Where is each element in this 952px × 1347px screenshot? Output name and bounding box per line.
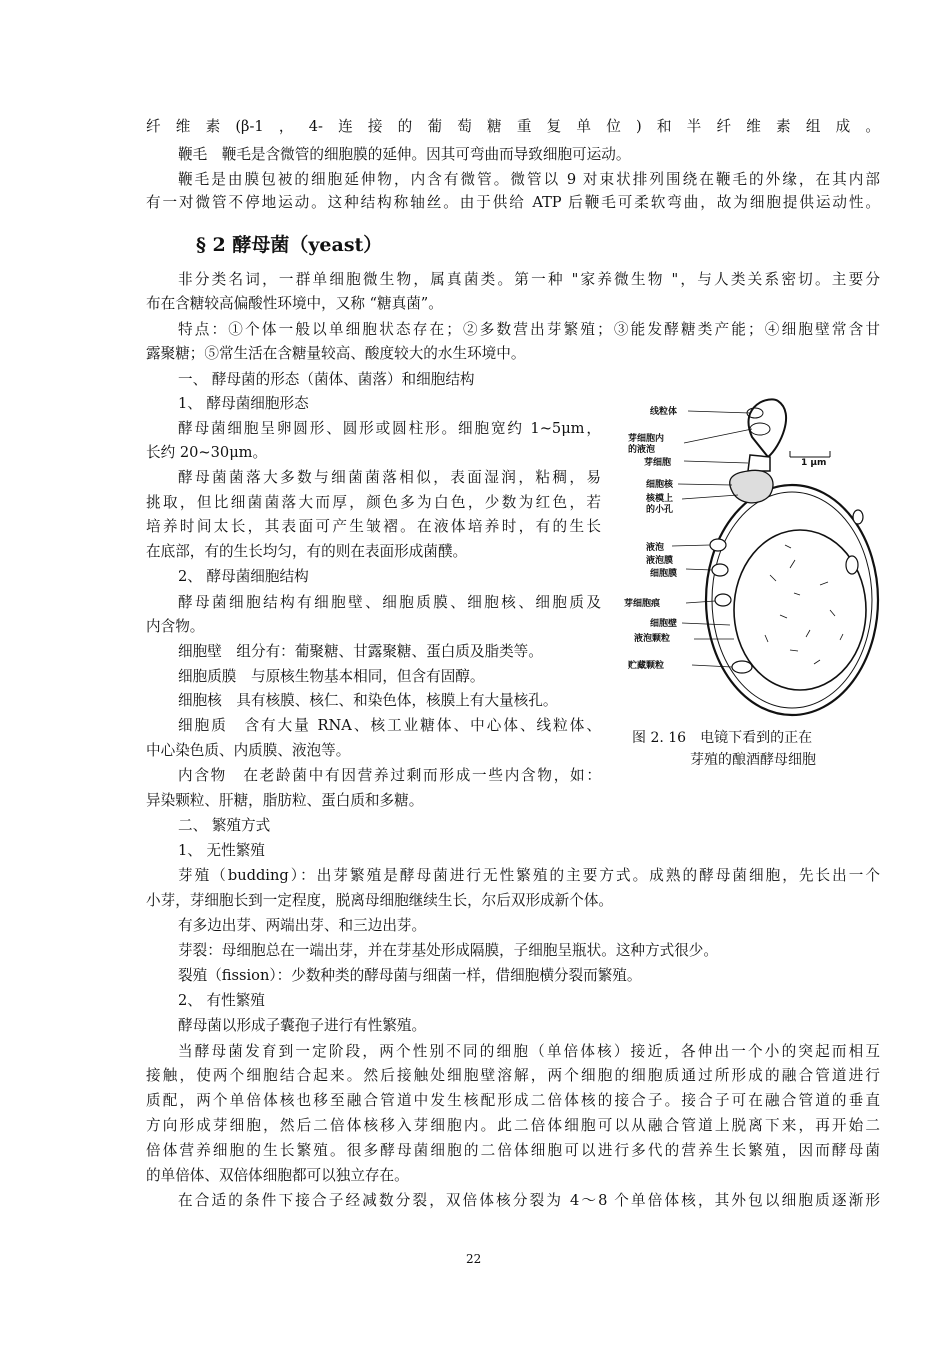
subheading: 二、 繁殖方式 [178, 817, 271, 834]
label-storage-granule: 贮藏颗粒 [628, 661, 665, 671]
scale-bar [790, 451, 830, 468]
page-number: 22 [466, 1252, 482, 1266]
text-line: 挑取，但比细菌菌落大而厚，颜色多为白色，少数为红色，若 [146, 494, 601, 511]
label-nuclear-pore-1: 核模上 [646, 494, 674, 504]
text-line: 酵母菌菌落大多数与细菌菌落相似，表面湿润，粘稠，易 [178, 469, 601, 486]
text-line: 酵母菌细胞呈卵圆形、圆形或圆柱形。细胞宽约 1~5μm， [178, 420, 601, 437]
text-line: 芽殖（budding）：出芽繁殖是酵母菌进行无性繁殖的主要方式。成熟的酵母菌细胞，先长出一个 [178, 867, 880, 884]
subheading: 2、 有性繁殖 [178, 992, 265, 1009]
text-line: 有一对微管不停地运动。这种结构称轴丝。由于供给 ATP 后鞭毛可柔软弯曲，故为细胞提供运动性。 [146, 194, 880, 211]
yeast-cell-diagram [620, 395, 882, 725]
label-vacuole-granule: 液泡颗粒 [634, 634, 671, 644]
text-line: 露聚糖；⑤常生活在含糖量较高、酸度较大的水生环境中。 [146, 345, 526, 362]
mother-cell-wall [706, 485, 878, 715]
label-bud-cell: 芽细胞 [644, 458, 672, 468]
label-bud-vacuole-2: 的液泡 [628, 445, 656, 455]
label-mitochondria: 线粒体 [650, 407, 678, 417]
figure-caption-line2: 芽殖的酿酒酵母细胞 [690, 752, 816, 768]
text-line: 在底部，有的生长均匀，有的则在表面形成菌醭。 [146, 543, 468, 560]
text-line: 内含物 在老龄菌中有因营养过剩而形成一些内含物，如： [178, 767, 601, 784]
subheading: 一、 酵母菌的形态（菌体、菌落）和细胞结构 [178, 371, 475, 388]
label-nuclear-pore-2: 的小孔 [646, 505, 674, 515]
text-line: 异染颗粒、肝糖，脂肪粒、蛋白质和多糖。 [146, 792, 424, 809]
text-line: 鞭毛是由膜包被的细胞延伸物，内含有微管。微管以 9 对束状排列围绕在鞭毛的外缘，在其内部 [178, 171, 880, 188]
yeast-cell-figure [620, 395, 882, 725]
text-line: 细胞壁 组分有：葡聚糖、甘露聚糖、蛋白质及脂类等。 [178, 643, 543, 660]
figure-caption: 图 2. 16 电镜下看到的正在 [632, 730, 813, 746]
text-line: 内含物。 [146, 618, 205, 635]
text-line: 的单倍体、双倍体细胞都可以独立存在。 [146, 1167, 409, 1184]
text-line: 裂殖（fission）：少数种类的酵母菌与细菌一样，借细胞横分裂而繁殖。 [178, 967, 642, 984]
text-line: 当酵母菌发育到一定阶段，两个性别不同的细胞（单倍体核）接近，各伸出一个小的突起而相互 [178, 1043, 880, 1060]
text-line: 方向形成芽细胞，然后二倍体核移入芽细胞内。此二倍体细胞可以从融合管道上脱离下来，再开始二 [146, 1117, 880, 1134]
text-line: 布在含糖较高偏酸性环境中，又称 “糖真菌”。 [146, 295, 443, 312]
label-cell-wall: 细胞壁 [650, 619, 678, 629]
nucleus [730, 470, 773, 503]
text-line: 接触，使两个细胞结合起来。然后接触处细胞壁溶解，两个细胞的细胞质通过所形成的融合管道进行 [146, 1067, 880, 1084]
text-line: 芽裂：母细胞总在一端出芽，并在芽基处形成隔膜，子细胞呈瓶状。这种方式很少。 [178, 942, 718, 959]
text-line: 非分类名词，一群单细胞微生物，属真菌类。第一种 "家养微生物 "，与人类关系密切。主要分 [178, 271, 880, 288]
label-vacuole: 液泡 [646, 543, 665, 553]
text-line: 长约 20~30μm。 [146, 444, 268, 461]
label-vacuole-membrane: 液泡膜 [646, 556, 674, 566]
text-line: 中心染色质、内质膜、液泡等。 [146, 742, 351, 759]
text-line: 细胞质膜 与原核生物基本相同，但含有固醇。 [178, 668, 485, 685]
text-line: 培养时间太长，其表面可产生皱褶。在液体培养时，有的生长 [146, 518, 601, 535]
scale-label: 1 μm [801, 458, 827, 468]
bud-neck [748, 455, 770, 471]
text-line: 酵母菌细胞结构有细胞壁、细胞质膜、细胞核、细胞质及 [178, 594, 601, 611]
text-line: 质配，两个单倍体核也移至融合管道中发生核配形成二倍体核的接合子。接合子可在融合管道的垂直 [146, 1092, 880, 1109]
text-line: 细胞核 具有核膜、核仁、和染色体，核膜上有大量核孔。 [178, 692, 558, 709]
text-line: 纤维素(β-1，4-连接的葡萄糖重复单位)和半纤维素组成。 [146, 118, 880, 135]
text-line: 特点：①个体一般以单细胞状态存在；②多数营出芽繁殖；③能发酵糖类产能；④细胞壁常含甘 [178, 321, 880, 338]
label-bud-vacuole-1: 芽细胞内 [628, 434, 665, 444]
text-line: 有多边出芽、两端出芽、和三边出芽。 [178, 917, 427, 934]
label-nucleus: 细胞核 [646, 480, 674, 490]
subheading: 2、 酵母菌细胞结构 [178, 568, 309, 585]
section-heading: § 2 酵母菌（yeast） [196, 234, 383, 256]
text-line: 倍体营养细胞的生长繁殖。很多酵母菌细胞的二倍体细胞可以进行多代的营养生长繁殖，因而酵母菌 [146, 1142, 880, 1159]
text-line: 小芽，芽细胞长到一定程度，脱离母细胞继续生长，尔后双形成新个体。 [146, 892, 614, 909]
label-bud-scar: 芽细胞痕 [624, 599, 661, 609]
text-line: 在合适的条件下接合子经减数分裂，双倍体核分裂为 4～8 个单倍体核，其外包以细胞质逐渐形 [178, 1192, 880, 1209]
text-line: 细胞质 含有大量 RNA、核工业糖体、中心体、线粒体、 [178, 717, 601, 734]
subheading: 1、 酵母菌细胞形态 [178, 395, 309, 412]
text-line: 鞭毛 鞭毛是含微管的细胞膜的延伸。因其可弯曲而导致细胞可运动。 [178, 146, 631, 163]
subheading: 1、 无性繁殖 [178, 842, 265, 859]
label-cell-membrane: 细胞膜 [650, 569, 678, 579]
text-line: 酵母菌以形成子囊孢子进行有性繁殖。 [178, 1017, 427, 1034]
